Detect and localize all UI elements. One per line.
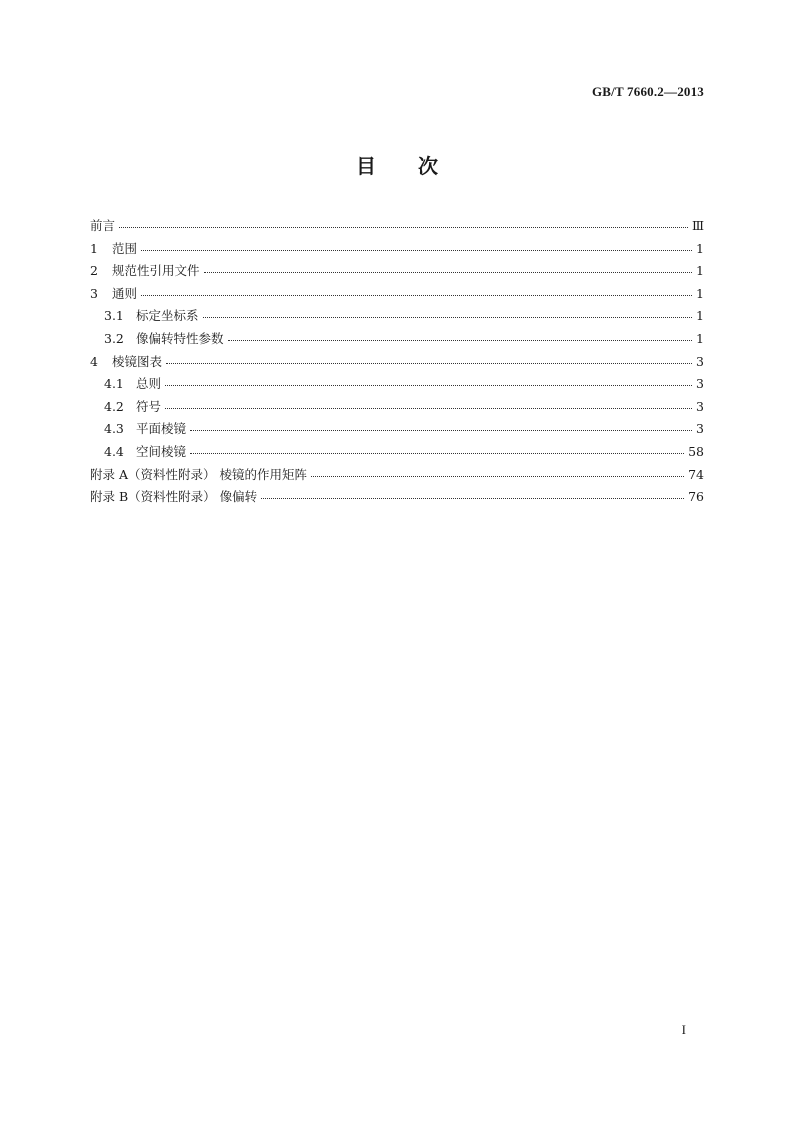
dot-leader [228,329,692,341]
toc-entry-3[interactable] [90,284,704,307]
toc-entry-page: 3 [696,376,704,392]
toc-entry-page: Ⅲ [691,218,704,233]
toc-entry-page: 1 [696,263,704,279]
toc-entry-4-3[interactable] [90,419,704,442]
dot-leader [261,487,684,499]
toc-entry-label: 空间棱镜 [136,443,187,459]
toc-entry-number: 3 [90,285,98,301]
toc-entry-number: 3.2 [104,330,124,346]
toc-entry-page: 3 [696,353,704,369]
toc-entry-label: 平面棱镜 [136,421,187,437]
toc-entry-number: 1 [90,240,98,256]
toc-entry-number: 2 [90,263,98,279]
toc-entry-label: 附录 A（资料性附录） 棱镜的作用矩阵 [90,466,307,482]
toc-entry-page: 3 [696,421,704,437]
toc-entry-number: 4 [90,353,98,369]
toc-entry-number: 4.1 [104,376,124,392]
dot-leader [141,238,692,250]
dot-leader [119,216,688,228]
dot-leader [190,442,684,454]
toc-entry-4-1[interactable] [90,374,704,397]
toc-entry-number: 3.1 [104,308,124,324]
toc-entry-label: 前言 [90,218,116,233]
toc-entry-label: 标定坐标系 [136,308,199,324]
toc-entry-number: 4.4 [104,443,124,459]
toc-entry-appendix-a[interactable] [90,465,704,488]
toc-entry-page: 1 [696,308,704,324]
toc-entry-3-2[interactable] [90,329,704,352]
toc-entry-page: 1 [696,330,704,346]
toc-entry-appendix-b[interactable] [90,487,704,510]
toc-entry-label: 棱镜图表 [112,353,163,369]
toc-entry-4-4[interactable] [90,442,704,465]
toc-entry-label: 规范性引用文件 [112,263,200,279]
standard-code: GB/T 7660.2—2013 [591,84,704,99]
dot-leader [165,374,692,386]
dot-leader [204,261,692,273]
toc-entry-page: 3 [696,398,704,414]
toc-entry-number: 4.3 [104,421,124,437]
toc-entry-foreword[interactable] [90,216,704,239]
toc-entry-2[interactable] [90,261,704,284]
dot-leader [190,419,692,431]
dot-leader [166,351,692,363]
toc-entry-4-2[interactable] [90,397,704,420]
toc-entry-label: 通则 [112,285,138,301]
dot-leader [203,306,692,318]
dot-leader [311,464,684,476]
toc-entry-3-1[interactable] [90,306,704,329]
table-of-contents [90,216,704,510]
toc-entry-page: 58 [688,443,704,459]
toc-entry-label: 范围 [112,240,138,256]
toc-entry-page: 1 [696,285,704,301]
toc-entry-4[interactable] [90,352,704,375]
toc-entry-1[interactable] [90,239,704,262]
toc-entry-page: 1 [696,240,704,256]
toc-entry-label: 总则 [136,376,162,392]
toc-entry-label: 符号 [136,398,162,414]
toc-entry-page: 74 [688,466,704,482]
toc-entry-number: 4.2 [104,398,124,414]
toc-title: 目次 [356,154,480,178]
page-number: I [681,1022,686,1037]
toc-entry-page: 76 [688,489,704,505]
toc-entry-label: 附录 B（资料性附录） 像偏转 [90,489,258,505]
toc-entry-label: 像偏转特性参数 [136,330,224,346]
dot-leader [165,397,692,409]
dot-leader [141,284,692,296]
